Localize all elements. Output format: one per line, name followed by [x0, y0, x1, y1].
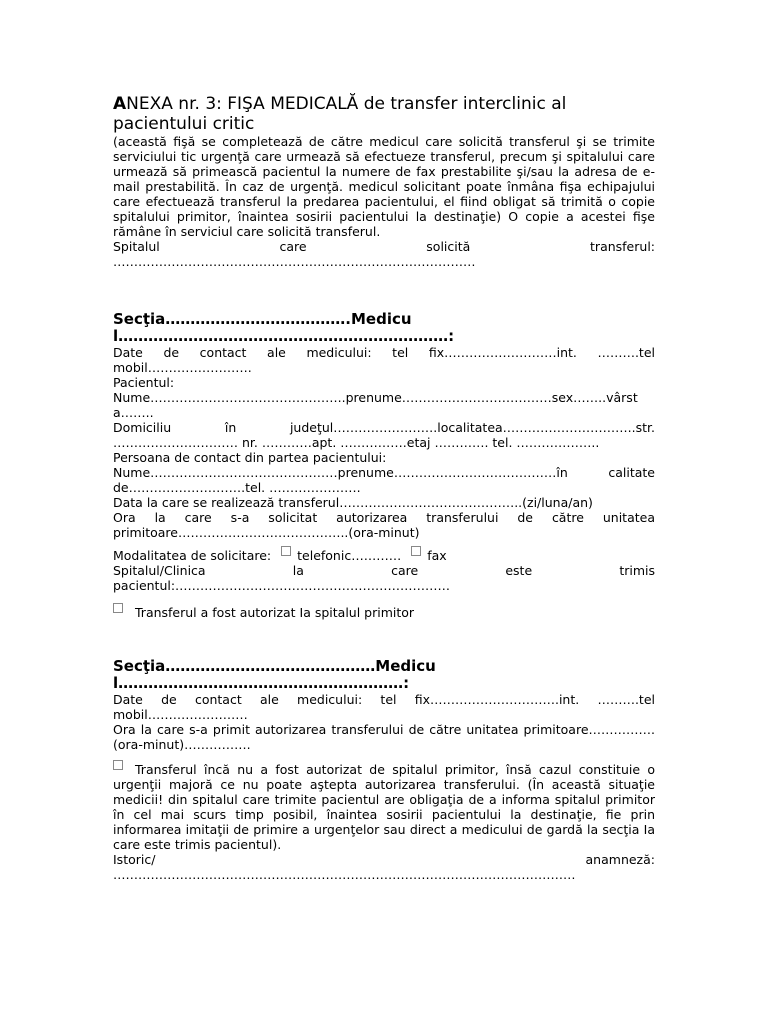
residence-field: Domiciliu în judeţul…………………….localitatea…………………………..str. ………………………… nr. …………apt. …………….etaj …………. tel. ………………..: [113, 420, 655, 450]
section1-doctor-contact: Date de contact ale medicului: tel fix………………………int. ……….tel mobil…………………….: [113, 345, 655, 375]
phone-checkbox[interactable]: [281, 546, 291, 556]
fax-option-label: fax: [427, 548, 447, 563]
requesting-hospital-dots: ……………………………………………………………………………: [113, 254, 476, 269]
receiving-clinic-field: Spitalul/Clinica la care este trimis pacientul:…………………………………………………………: [113, 563, 655, 593]
transfer-date-field: Data la care se realizează transferul……………………………………..(zi/luna/an): [113, 495, 593, 510]
patient-name-field: Nume………………………………………..prenume………………………………sex……..vârsta……..: [113, 390, 638, 420]
page-title: ANEXA nr. 3: FIŞA MEDICALĂ de transfer interclinic al pacientului critic: [113, 94, 567, 134]
patient-label: Pacientul:: [113, 375, 175, 390]
not-authorized-label: Transferul încă nu a fost autorizat de spitalul primitor, însă cazul constituie o urgenţii majoră ce nu poate aştepta autorizarea transferului. (În această situaţie medicii! din spitalul care trimite pacientul are obligaţia de a informa spitalul primitor în cel mai scurs timp posibil, înaintea sosirii pacientului la destinaţie, fie prin informarea imitaţii de primire a urgenţelor sau direct a medicului de gardă la secţia Ia care este trimis pacientul).: [113, 762, 655, 852]
section1-title: Secţia……………………………….Medicul…………………………………………………………:: [113, 310, 455, 345]
not-authorized-row: [113, 760, 655, 852]
not-authorized-checkbox[interactable]: [113, 760, 123, 770]
authorized-label: Transferul a fost autorizat Ia spitalul primitor: [135, 605, 415, 620]
authorized-checkbox[interactable]: [113, 603, 123, 613]
section2-title: Secţia……………………………………Medicul…………………………………………………:: [113, 657, 436, 692]
requesting-hospital-field: Spitalul care solicită transferul:: [113, 239, 655, 254]
fax-checkbox[interactable]: [411, 546, 421, 556]
auth-time-field: Ora la care s-a primit autorizarea transferului de către unitatea primitoare…………….(ora-minut)…………….: [113, 722, 655, 752]
phone-option-label: telefonic…………: [297, 548, 402, 563]
request-time-field: Ora la care s-a solicitat autorizarea transferului de către unitatea primitoare…………………………………..(ora-minut): [113, 510, 655, 540]
authorized-row: [113, 603, 655, 620]
request-method-row: [113, 546, 655, 563]
request-method-label: Modalitatea de solicitare:: [113, 548, 272, 563]
history-field: Istoric/ anamneză:: [113, 852, 655, 867]
section2-doctor-contact: Date de contact ale medicului: tel fix………………………….int. ……….tel mobil……………………: [113, 692, 655, 722]
document-content: [113, 94, 655, 882]
history-dots: …………………………………………………………………………………………………: [113, 867, 576, 882]
contact-person-label: Persoana de contact din partea pacientului:: [113, 450, 387, 465]
intro-paragraph: (această fişă se completează de către medicul care solicită transferul şi se trimite serviciului tic urgenţă care urmează să efectueze transferul, precum şi spitalului care urmează să primească pacientul la numere de fax prestabilite şi/sau la adresa de e-mail prestabilită. În caz de urgenţă. medicul solicitant poate înmâna fişa echipajului care efectuează transferul la predarea pacientului, el fiind obligat să trimită o copie spitalului primitor, înaintea sosirii pacientului la destinaţie) O copie a acestei fişe rămâne în serviciul care solicită transferul.: [113, 134, 655, 239]
contact-person-field: Nume………………………………………prenume…………………………………în calitate de……………………….tel. ………………….: [113, 465, 655, 495]
